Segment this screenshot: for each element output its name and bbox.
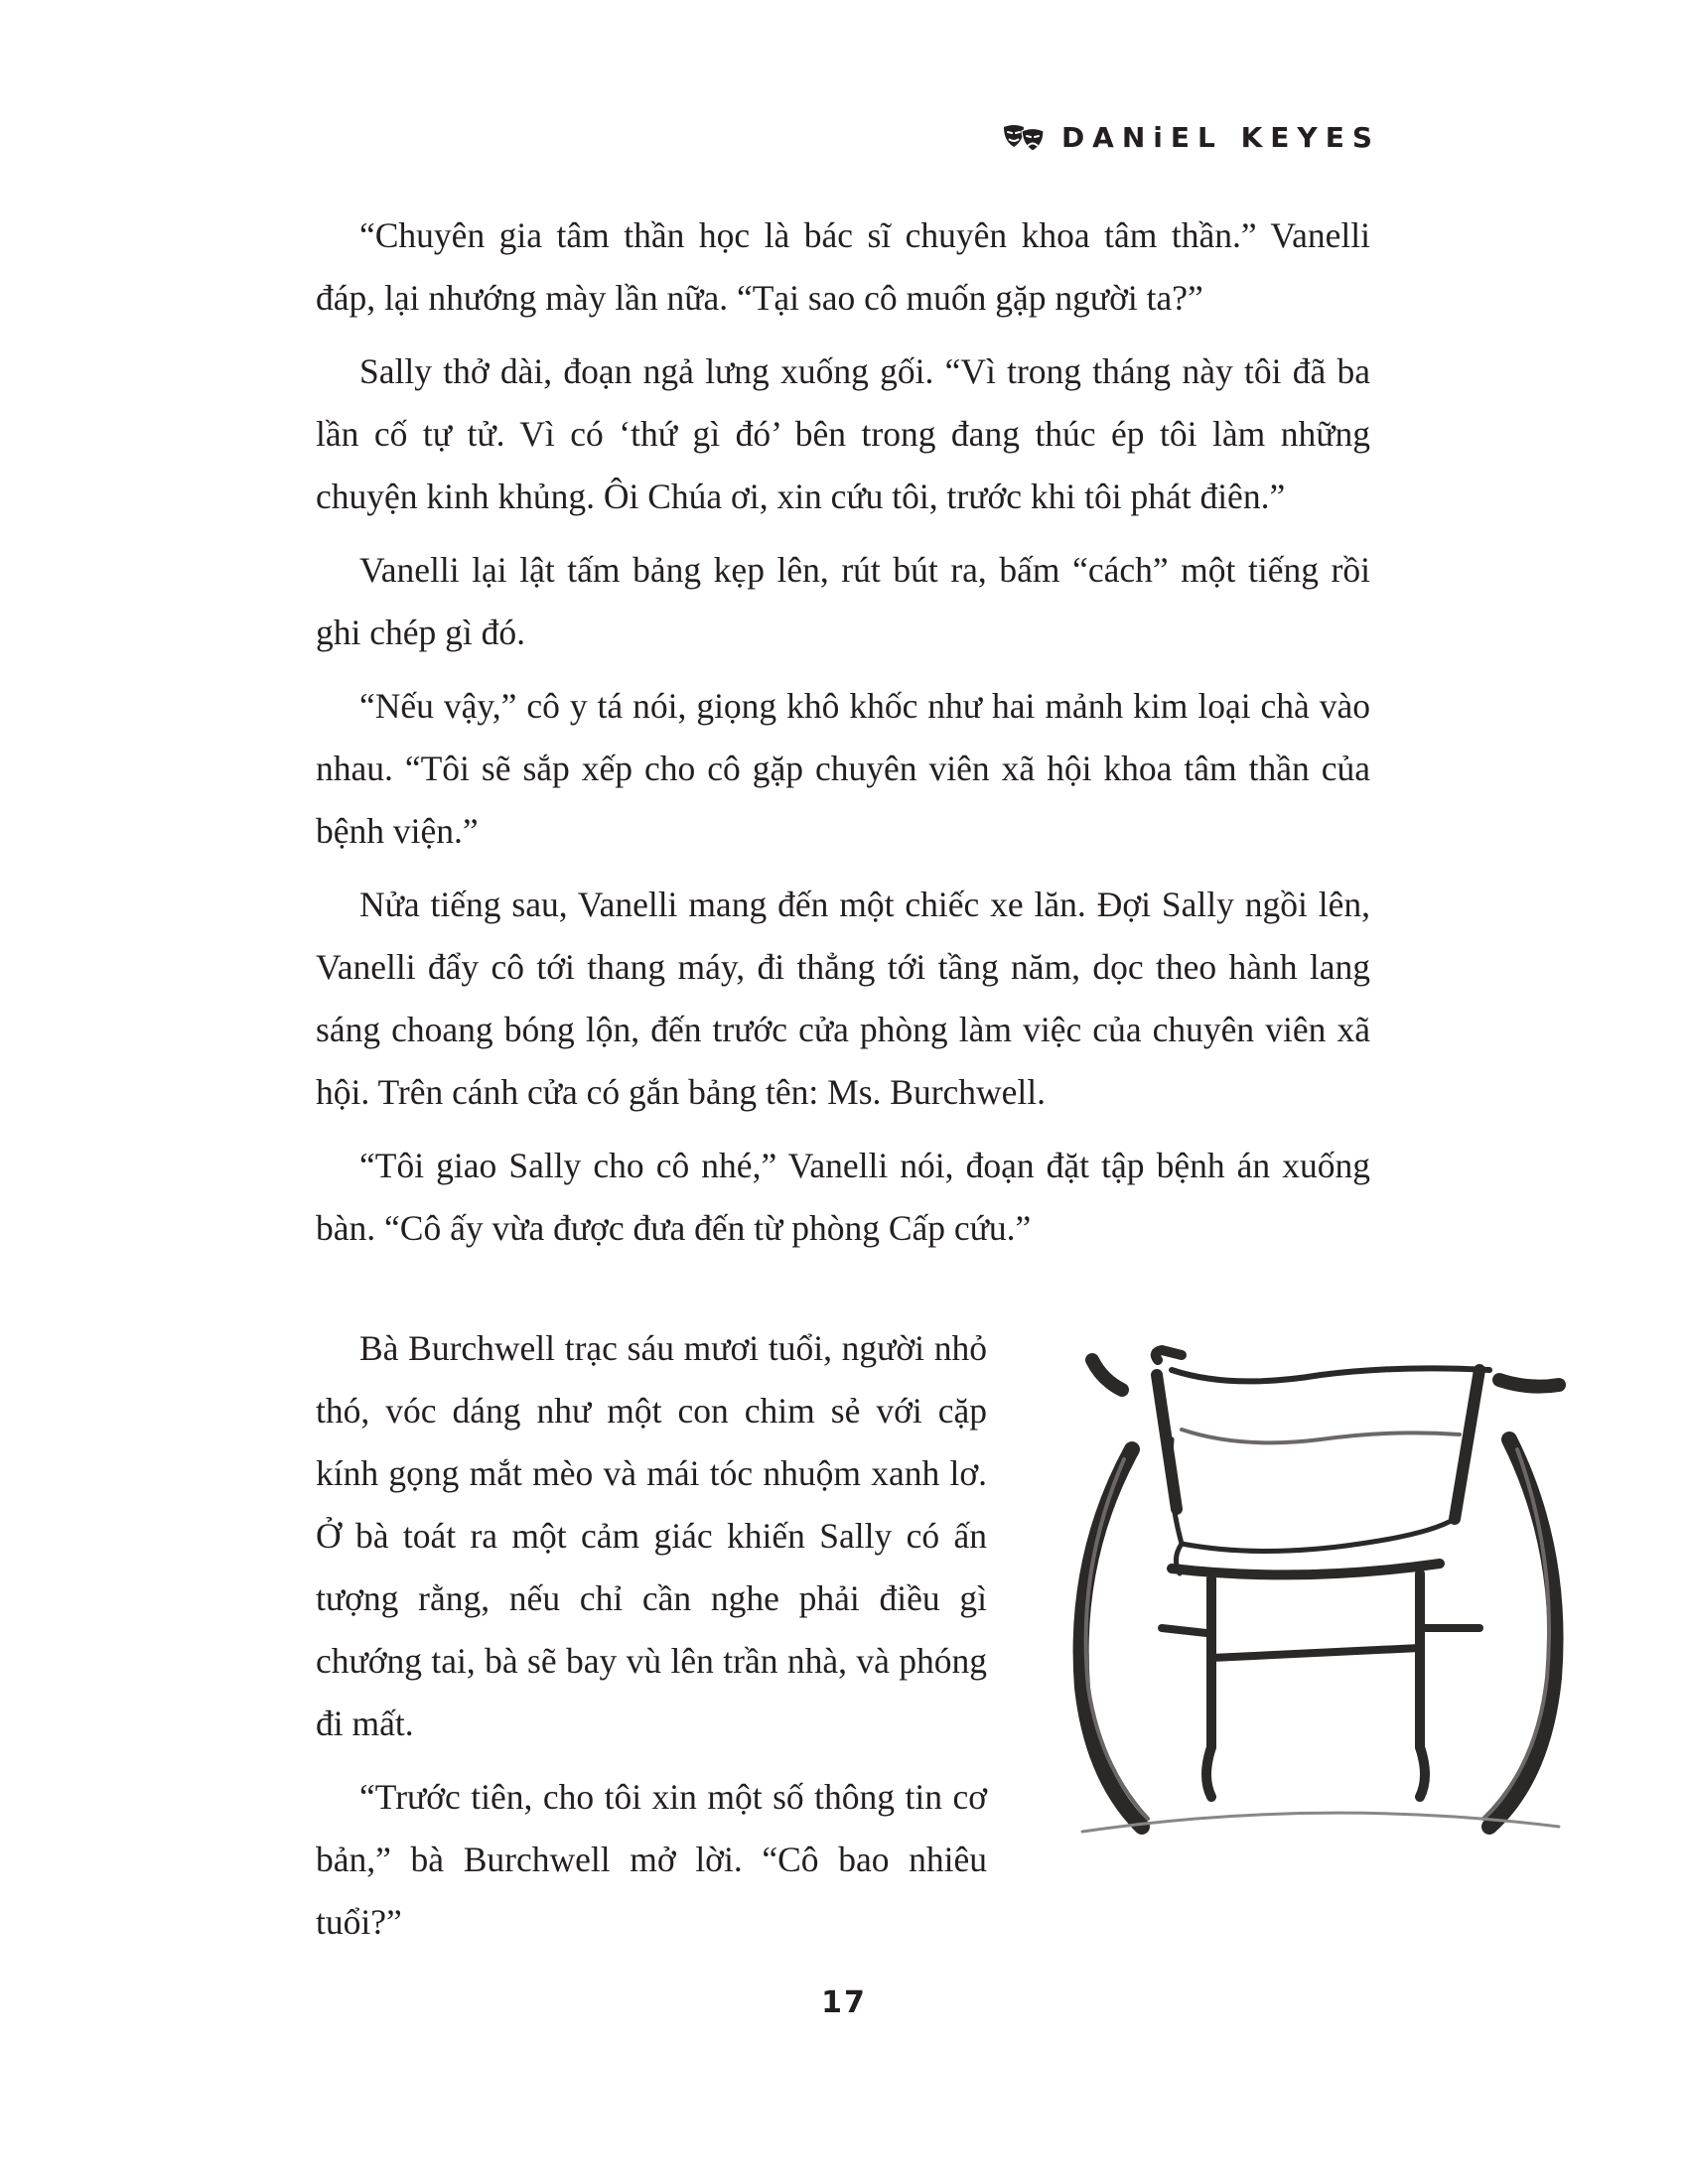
- paragraph: “Trước tiên, cho tôi xin một số thông tin cơ bản,” bà Burchwell mở lời. “Cô bao nhiêu tuổi?”: [316, 1777, 987, 1942]
- paragraph: “Tôi giao Sally cho cô nhé,” Vanelli nói, đoạn đặt tập bệnh án xuống bàn. “Cô ấy vừa được đưa đến từ phòng Cấp cứu.”: [316, 1146, 1370, 1248]
- paragraph: Bà Burchwell trạc sáu mươi tuổi, người nhỏ thó, vóc dáng như một con chim sẻ với cặp kính gọng mắt mèo và mái tóc nhuộm xanh lơ. Ở bà toát ra một cảm giác khiến Sally có ấn tượng rằng, nếu chỉ cần nghe phải điều gì chướng tai, bà sẽ bay vù lên trần nhà, và phóng đi mất.: [316, 1328, 987, 1743]
- paragraph: Sally thở dài, đoạn ngả lưng xuống gối. “Vì trong tháng này tôi đã ba lần cố tự tử. Vì có ‘thứ gì đó’ bên trong đang thúc ép tôi làm những chuyện kinh khủng. Ôi Chúa ơi, xin cứu tôi, trước khi tôi phát điên.”: [316, 351, 1370, 516]
- paragraph: Vanelli lại lật tấm bảng kẹp lên, rút bút ra, bấm “cách” một tiếng rồi ghi chép gì đó.: [316, 550, 1370, 652]
- body-text-top: [316, 205, 1370, 1271]
- page-number: 17: [821, 1985, 867, 2020]
- running-header-author: DANiEL KEYES: [1060, 121, 1380, 154]
- body-text-wrapped: [316, 1317, 987, 1965]
- wheelchair-icon: [1062, 1330, 1579, 1846]
- theater-masks-icon: [1002, 123, 1046, 153]
- paragraph: Nửa tiếng sau, Vanelli mang đến một chiếc xe lăn. Đợi Sally ngồi lên, Vanelli đẩy cô tới thang máy, đi thẳng tới tầng năm, dọc theo hành lang sáng choang bóng lộn, đến trước cửa phòng làm việc của chuyên viên xã hội. Trên cánh cửa có gắn bảng tên: Ms. Burchwell.: [316, 885, 1370, 1112]
- paragraph: “Nếu vậy,” cô y tá nói, giọng khô khốc như hai mảnh kim loại chà vào nhau. “Tôi sẽ sắp xếp cho cô gặp chuyên viên xã hội khoa tâm thần của bệnh viện.”: [316, 686, 1370, 851]
- running-header: [1002, 121, 1380, 154]
- paragraph: “Chuyên gia tâm thần học là bác sĩ chuyên khoa tâm thần.” Vanelli đáp, lại nhướng mày lần nữa. “Tại sao cô muốn gặp người ta?”: [316, 215, 1370, 318]
